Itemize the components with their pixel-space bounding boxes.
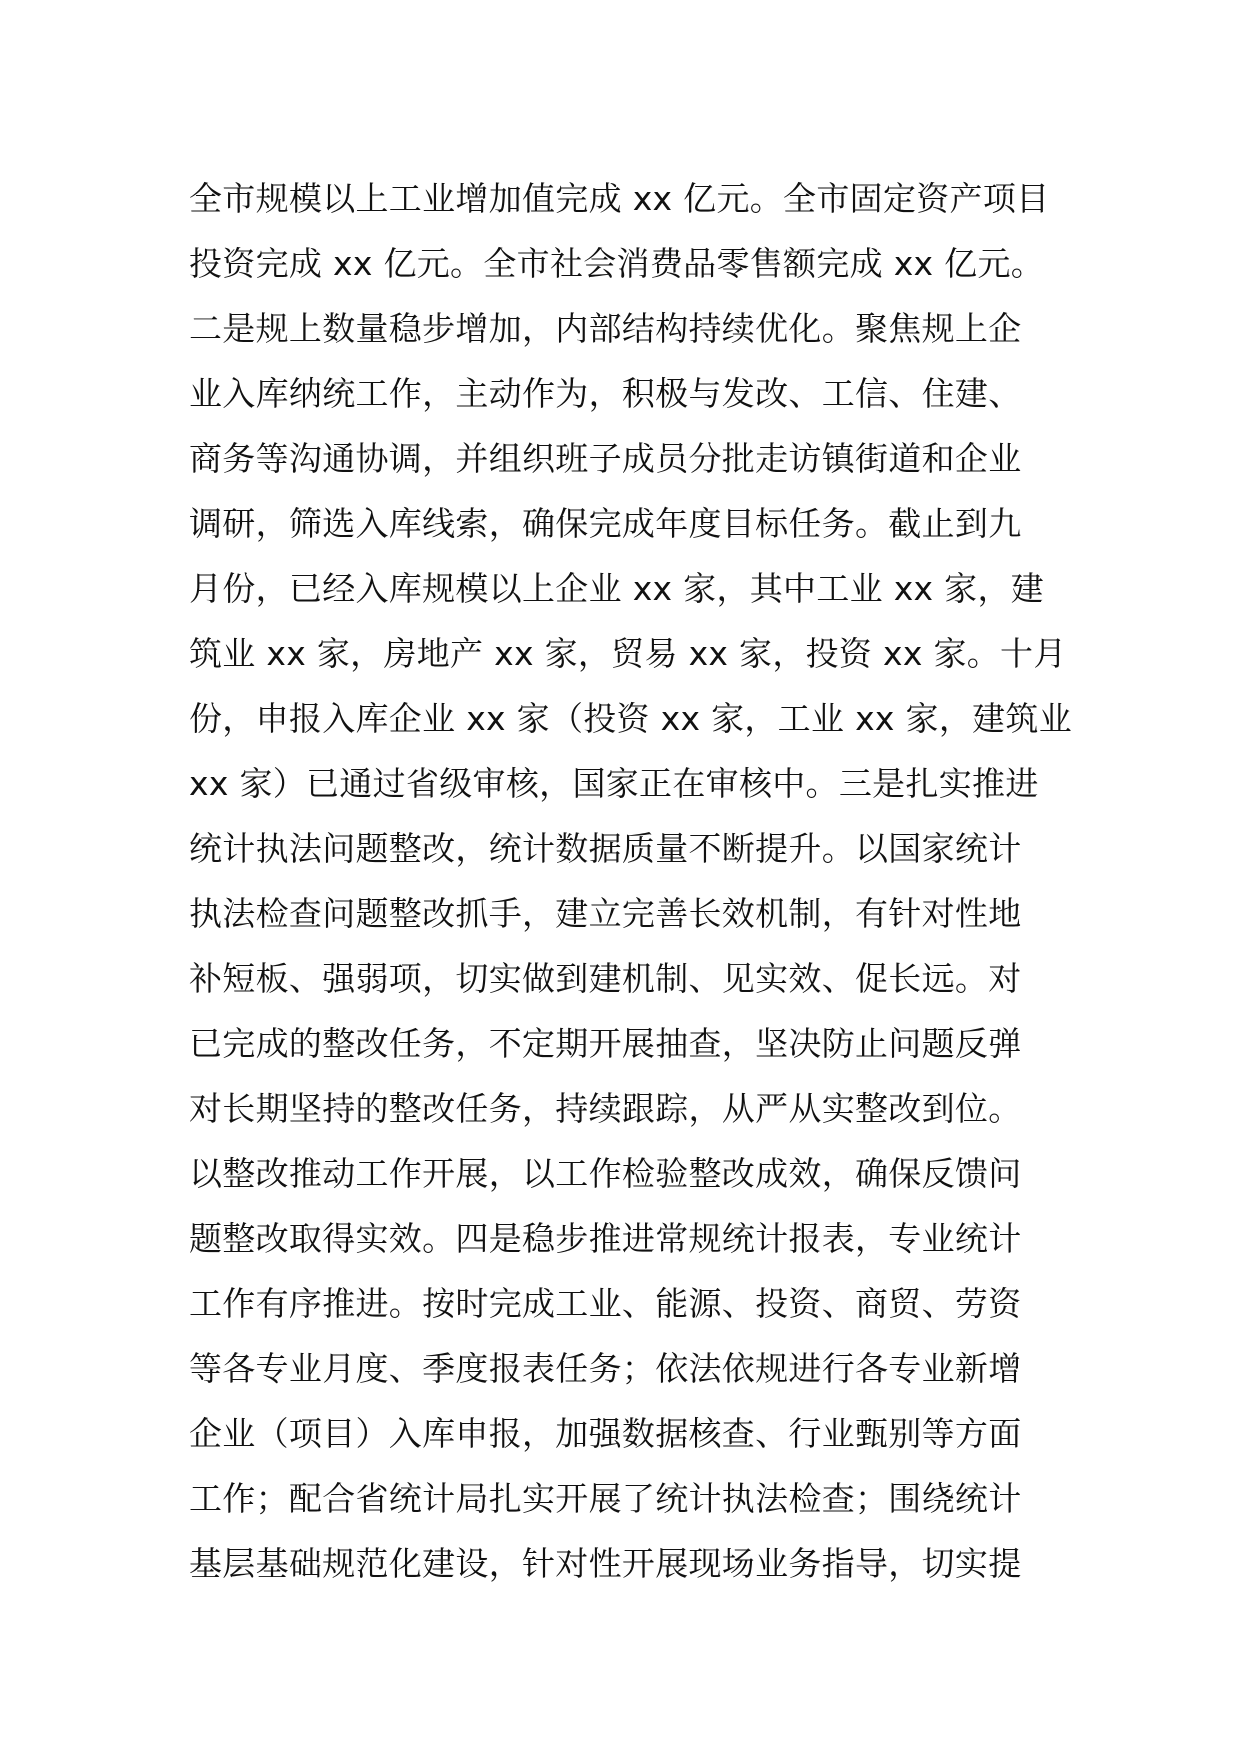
text-line: 补短板、强弱项，切实做到建机制、见实效、促长远。对 <box>189 959 1022 998</box>
text-line: 筑业 xx 家，房地产 xx 家，贸易 xx 家，投资 xx 家。十月 <box>189 634 1067 673</box>
text-line: 业入库纳统工作，主动作为，积极与发改、工信、住建、 <box>189 374 1022 413</box>
text-line: 等各专业月度、季度报表任务；依法依规进行各专业新增 <box>189 1349 1022 1388</box>
text-line: 份，申报入库企业 xx 家（投资 xx 家，工业 xx 家，建筑业 <box>189 699 1073 738</box>
body-paragraph <box>189 166 1073 1596</box>
text-line: 对长期坚持的整改任务，持续跟踪，从严从实整改到位。 <box>189 1089 1022 1128</box>
text-line: 基层基础规范化建设，针对性开展现场业务指导，切实提 <box>189 1544 1022 1583</box>
text-line: 工作；配合省统计局扎实开展了统计执法检查；围绕统计 <box>189 1479 1022 1518</box>
text-line: 企业（项目）入库申报，加强数据核查、行业甄别等方面 <box>189 1414 1022 1453</box>
text-line: 投资完成 xx 亿元。全市社会消费品零售额完成 xx 亿元。 <box>189 244 1045 283</box>
text-line: 月份，已经入库规模以上企业 xx 家，其中工业 xx 家，建 <box>189 569 1045 608</box>
text-line: 调研，筛选入库线索，确保完成年度目标任务。截止到九 <box>189 504 1022 543</box>
text-line: 二是规上数量稳步增加，内部结构持续优化。聚焦规上企 <box>189 309 1022 348</box>
text-line: 商务等沟通协调，并组织班子成员分批走访镇街道和企业 <box>189 439 1022 478</box>
text-line: 已完成的整改任务，不定期开展抽查，坚决防止问题反弹 <box>189 1024 1022 1063</box>
text-line: 以整改推动工作开展，以工作检验整改成效，确保反馈问 <box>189 1154 1022 1193</box>
text-line: 全市规模以上工业增加值完成 xx 亿元。全市固定资产项目 <box>189 179 1050 218</box>
text-line: xx 家）已通过省级审核，国家正在审核中。三是扎实推进 <box>189 764 1039 803</box>
text-line: 题整改取得实效。四是稳步推进常规统计报表，专业统计 <box>189 1219 1022 1258</box>
text-line: 统计执法问题整改，统计数据质量不断提升。以国家统计 <box>189 829 1022 868</box>
text-line: 执法检查问题整改抓手，建立完善长效机制，有针对性地 <box>189 894 1022 933</box>
text-line: 工作有序推进。按时完成工业、能源、投资、商贸、劳资 <box>189 1284 1022 1323</box>
